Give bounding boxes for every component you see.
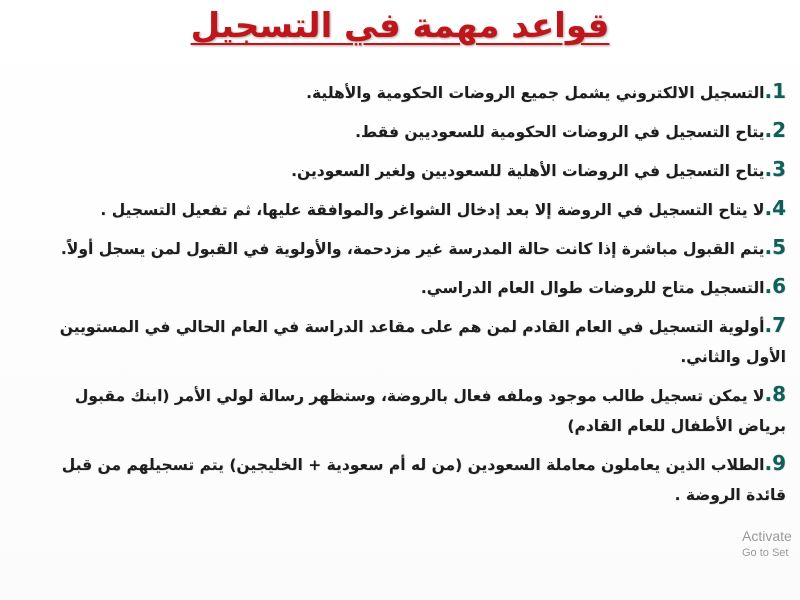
rule-number-dot: . <box>764 157 773 181</box>
rule-text: يتاح التسجيل في الروضات الحكومية للسعوديين فقط. <box>355 123 765 141</box>
rule-item-6 <box>26 271 786 303</box>
rule-item-3 <box>26 154 786 186</box>
rule-text: لا يتاح التسجيل في الروضة إلا بعد إدخال الشواغر والموافقة عليها، ثم تفعيل التسجيل . <box>100 201 765 219</box>
rule-number-dot: . <box>764 196 773 220</box>
rule-number: 7 <box>772 313 786 337</box>
rule-number: 1 <box>772 79 786 103</box>
rule-item-7 <box>26 310 786 372</box>
rule-number: 3 <box>772 157 786 181</box>
page-title: قواعد مهمة في التسجيل <box>190 6 610 46</box>
rule-text: الطلاب الذين يعاملون معاملة السعودين (من له أم سعودية + الخليجين) يتم تسجيلهم من قبل قائدة الروضة . <box>61 456 786 504</box>
rule-item-9 <box>26 448 786 510</box>
rule-number-dot: . <box>764 451 773 475</box>
rule-item-5 <box>26 232 786 264</box>
rule-number-dot: . <box>764 118 773 142</box>
rule-text: التسجيل الالكتروني يشمل جميع الروضات الحكومية والأهلية. <box>306 84 765 102</box>
watermark-line-1: Activate <box>742 528 792 544</box>
activation-watermark <box>742 526 792 560</box>
rule-number: 2 <box>772 118 786 142</box>
rule-text: يتم القبول مباشرة إذا كانت حالة المدرسة غير مزدحمة، والأولوية في القبول لمن يسجل أولاً. <box>60 240 765 258</box>
rule-item-4 <box>26 193 786 225</box>
rules-list <box>26 76 786 517</box>
rule-number-dot: . <box>764 235 773 259</box>
watermark-line-2: Go to Set <box>742 547 789 559</box>
rule-number-dot: . <box>764 313 773 337</box>
rule-text: أولوية التسجيل في العام القادم لمن هم على مقاعد الدراسة في العام الحالي في المستويين الأول والثاني. <box>59 318 786 366</box>
rule-number: 6 <box>772 274 786 298</box>
rule-text: يتاح التسجيل في الروضات الأهلية للسعوديين ولغير السعودين. <box>291 162 765 180</box>
rule-number-dot: . <box>764 274 773 298</box>
rule-number: 5 <box>772 235 786 259</box>
rule-text: لا يمكن تسجيل طالب موجود وملفه فعال بالروضة، وستظهر رسالة لولي الأمر (ابنك مقبول برياض الأطفال للعام القادم) <box>74 387 786 435</box>
rule-number: 9 <box>772 451 786 475</box>
rule-item-8 <box>26 379 786 441</box>
rule-number-dot: . <box>764 79 773 103</box>
rule-number: 8 <box>772 382 786 406</box>
rule-number-dot: . <box>764 382 773 406</box>
rule-number: 4 <box>772 196 786 220</box>
rule-item-1 <box>26 76 786 108</box>
title-container <box>0 6 800 46</box>
rule-item-2 <box>26 115 786 147</box>
rule-text: التسجيل متاح للروضات طوال العام الدراسي. <box>420 279 765 297</box>
